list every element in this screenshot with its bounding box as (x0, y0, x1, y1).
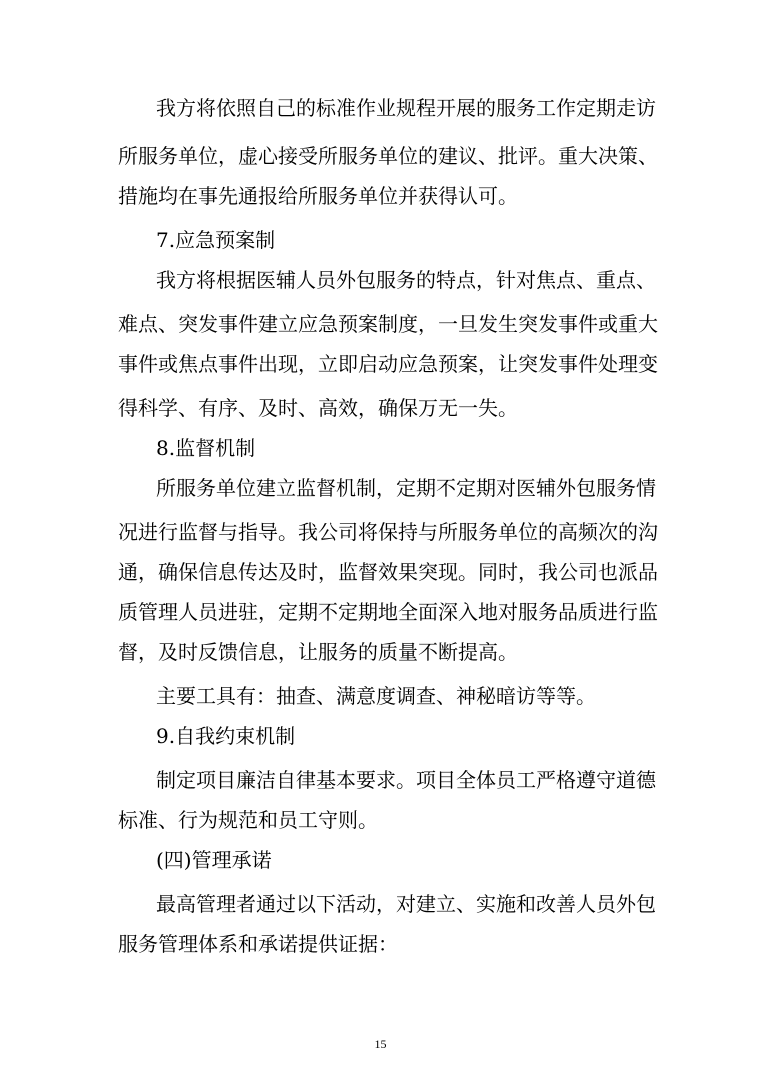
section-heading: 9.自我约束机制 (156, 724, 296, 748)
paragraph-line: 督，及时反馈信息，让服务的质量不断提高。 (118, 640, 518, 664)
paragraph-line: 标准、行为规范和员工守则。 (118, 808, 378, 832)
section-heading: 8.监督机制 (156, 436, 256, 460)
paragraph-line: 制定项目廉洁自律基本要求。项目全体员工严格遵守道德 (156, 768, 656, 792)
paragraph-line: 所服务单位建立监督机制，定期不定期对医辅外包服务情 (156, 476, 656, 500)
paragraph-line: 措施均在事先通报给所服务单位并获得认可。 (118, 184, 518, 208)
paragraph-line: 服务管理体系和承诺提供证据： (118, 932, 398, 956)
paragraph-line: 主要工具有：抽查、满意度调查、神秘暗访等等。 (156, 684, 596, 708)
paragraph-line: 况进行监督与指导。我公司将保持与所服务单位的高频次的沟 (118, 520, 658, 544)
paragraph-line: 事件或焦点事件出现，立即启动应急预案，让突发事件处理变 (118, 352, 658, 376)
page-number: 15 (374, 1037, 387, 1051)
paragraph-line: 所服务单位，虚心接受所服务单位的建议、批评。重大决策、 (118, 144, 658, 168)
section-heading: (四)管理承诺 (156, 848, 272, 872)
section-heading: 7.应急预案制 (156, 228, 276, 252)
paragraph-line: 最高管理者通过以下活动，对建立、实施和改善人员外包 (156, 892, 656, 916)
paragraph-line: 难点、突发事件建立应急预案制度，一旦发生突发事件或重大 (118, 312, 658, 336)
paragraph-line: 得科学、有序、及时、高效，确保万无一失。 (118, 396, 518, 420)
paragraph-line: 通，确保信息传达及时，监督效果突现。同时，我公司也派品 (118, 560, 658, 584)
paragraph-line: 我方将根据医辅人员外包服务的特点，针对焦点、重点、 (156, 268, 656, 292)
paragraph-line: 我方将依照自己的标准作业规程开展的服务工作定期走访 (156, 96, 656, 120)
paragraph-line: 质管理人员进驻，定期不定期地全面深入地对服务品质进行监 (118, 600, 658, 624)
